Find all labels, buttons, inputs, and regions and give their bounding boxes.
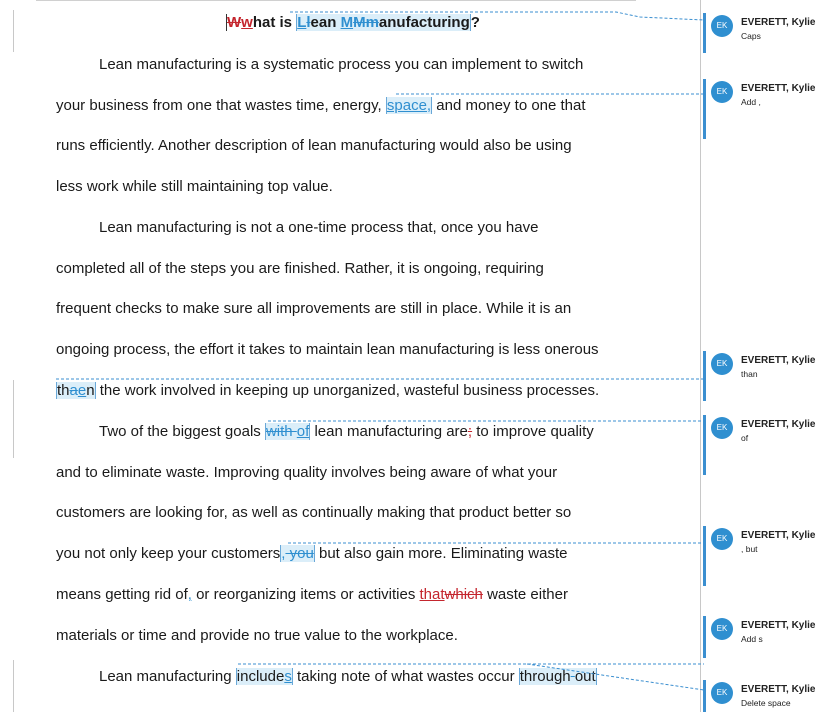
paragraph-line[interactable]: thaen the work involved in keeping up unorganized, wasteful business processes. <box>57 382 600 399</box>
inserted-text[interactable]: , <box>187 586 192 603</box>
inserted-text[interactable]: M <box>340 14 354 31</box>
avatar: EK <box>711 353 733 375</box>
paragraph-line[interactable]: you not only keep your customers, you but also gain more. Eliminating waste <box>56 545 568 562</box>
comment-author: EVERETT, Kylie <box>741 355 816 366</box>
comment-card[interactable] <box>703 616 840 658</box>
paragraph-line[interactable]: Lean manufacturing is a systematic process you can implement to switch <box>99 56 584 73</box>
paragraph-line[interactable]: customers are looking for, as well as continually making that product better so <box>56 504 572 521</box>
comment-author: EVERETT, Kylie <box>741 620 816 631</box>
avatar: EK <box>711 682 733 704</box>
avatar: EK <box>711 81 733 103</box>
comment-author: EVERETT, Kylie <box>741 17 816 28</box>
paragraph-line[interactable]: Lean manufacturing includes taking note of what wastes occur through out <box>99 668 596 685</box>
comment-card[interactable] <box>703 415 840 475</box>
paragraph-line[interactable]: your business from one that wastes time, energy, space, and money to one that <box>56 97 586 114</box>
avatar: EK <box>711 417 733 439</box>
comment-author: EVERETT, Kylie <box>741 419 816 430</box>
comment-card[interactable] <box>703 351 840 401</box>
paragraph-line[interactable]: Two of the biggest goals with of lean manufacturing are; to improve quality <box>99 423 594 440</box>
comment-card[interactable] <box>703 13 840 53</box>
comment-text[interactable]: , but <box>741 544 758 554</box>
inserted-text[interactable]: e <box>77 382 87 399</box>
comment-text[interactable]: Delete space <box>741 698 791 708</box>
paragraph-line[interactable]: frequent checks to make sure all improvements are still in place. While it is an <box>56 300 572 317</box>
deleted-text[interactable]: W <box>227 14 242 31</box>
comment-text[interactable]: of <box>741 433 749 443</box>
paragraph-line[interactable]: and to eliminate waste. Improving quality involves being aware of what your <box>56 464 558 481</box>
inserted-text[interactable]: w <box>241 14 253 31</box>
deleted-text[interactable]: ; <box>467 423 473 440</box>
deleted-text[interactable]: l <box>306 14 311 31</box>
inserted-text[interactable]: of <box>296 423 310 440</box>
deleted-text[interactable]: which <box>444 586 483 603</box>
inserted-text[interactable]: space, <box>386 97 432 114</box>
avatar: EK <box>711 528 733 550</box>
deleted-text[interactable]: with <box>265 423 297 440</box>
comment-author: EVERETT, Kylie <box>741 530 816 541</box>
paragraph-line[interactable]: ongoing process, the effort it takes to maintain lean manufacturing is less onerous <box>56 341 599 358</box>
comment-text[interactable]: Add s <box>741 634 763 644</box>
comment-author: EVERETT, Kylie <box>741 83 816 94</box>
deleted-text[interactable]: a <box>69 382 78 399</box>
paragraph-line[interactable]: Lean manufacturing is not a one-time process that, once you have <box>99 219 539 236</box>
comment-author: EVERETT, Kylie <box>741 684 816 695</box>
document-title[interactable]: Wwhat is Llean MMmanufacturing? <box>227 14 480 31</box>
inserted-text[interactable]: L <box>297 14 307 31</box>
comment-card[interactable] <box>703 680 840 712</box>
margin-marker <box>13 380 14 458</box>
inserted-text[interactable]: that <box>419 586 445 603</box>
comment-card[interactable] <box>703 79 840 139</box>
paragraph-line[interactable]: completed all of the steps you are finished. Rather, it is ongoing, requiring <box>56 260 544 277</box>
paragraph-line[interactable]: means getting rid of, or reorganizing items or activities thatwhich waste either <box>56 586 568 603</box>
inserted-text[interactable]: , <box>281 545 286 562</box>
paragraph-line[interactable]: runs efficiently. Another description of lean manufacturing would also be using <box>56 137 572 154</box>
avatar: EK <box>711 618 733 640</box>
paragraph-line[interactable]: materials or time and provide no true value to the workplace. <box>56 627 458 644</box>
comment-text[interactable]: than <box>741 369 758 379</box>
deleted-text[interactable]: you <box>285 545 314 562</box>
page-top-border <box>36 0 636 1</box>
margin-marker <box>13 10 14 52</box>
comment-text[interactable]: Add , <box>741 97 761 107</box>
comment-text[interactable]: Caps <box>741 31 761 41</box>
avatar: EK <box>711 15 733 37</box>
deleted-text[interactable]: M <box>353 14 366 31</box>
deleted-text[interactable]: m <box>365 14 379 31</box>
margin-marker <box>13 660 14 712</box>
inserted-text[interactable]: s <box>284 668 292 685</box>
comment-card[interactable] <box>703 526 840 586</box>
paragraph-line[interactable]: less work while still maintaining top value. <box>56 178 333 195</box>
